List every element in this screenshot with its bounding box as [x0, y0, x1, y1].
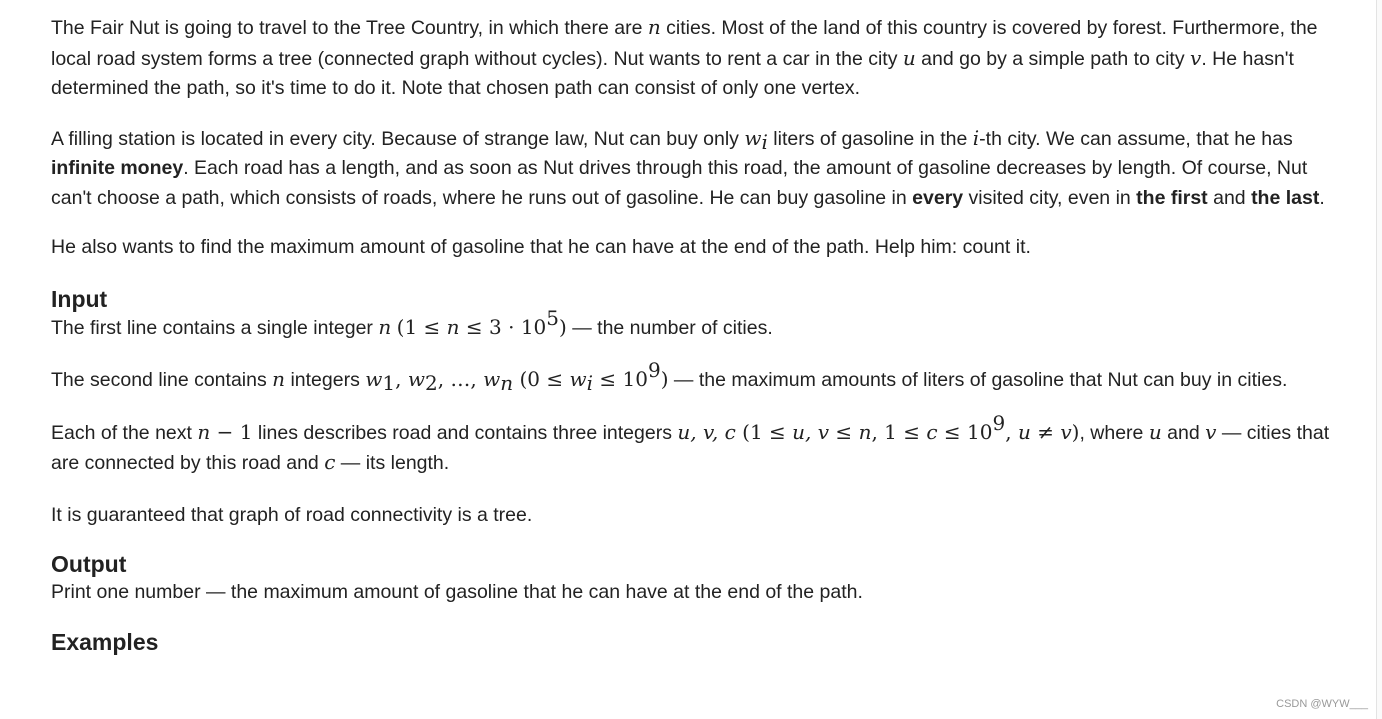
text: lines describes road and contains three integers	[252, 421, 678, 444]
text: A filling station is located in every city. Because of strange law, Nut can buy only	[51, 127, 745, 150]
problem-statement	[51, 0, 1351, 656]
bold-text: the last	[1251, 186, 1320, 209]
math-var: n	[446, 314, 460, 339]
text: and	[1161, 421, 1206, 444]
math: ≤ 10	[593, 367, 648, 391]
math-exponent: 9	[992, 410, 1006, 435]
math: )	[660, 367, 669, 391]
math-var: c	[926, 419, 938, 444]
math: ≤	[829, 419, 859, 444]
math-var: n	[647, 15, 661, 39]
math: ≤ 10	[937, 419, 993, 444]
math-subscript: 2	[424, 371, 438, 395]
math-var: n	[858, 419, 872, 444]
math: ≠	[1030, 419, 1061, 444]
text: Each of the next	[51, 421, 198, 444]
legend-paragraph-1	[51, 13, 1351, 104]
math-var: w	[569, 367, 587, 391]
math-var: u	[1017, 419, 1031, 444]
math-var: c	[324, 450, 336, 474]
input-line-2	[51, 358, 1351, 396]
math: (1 ≤	[396, 314, 447, 339]
math-var: v	[1190, 45, 1202, 70]
math-var: n	[378, 314, 392, 339]
text: and	[1207, 186, 1252, 209]
math: (0 ≤	[513, 367, 570, 391]
math: , …,	[437, 367, 484, 391]
text: . He hasn't determined the path, so it's time to do it. Note that chosen path can consist of only one vertex.	[51, 47, 1294, 99]
math-var: u	[902, 45, 916, 70]
text: . Each road has a length, and as soon as Nut drives through this road, the amount of gasoline decreases by length. Of course, Nut can't choose a path, which consists of roads, where he runs out of gasoline. He can buy gasoline in	[51, 157, 1308, 209]
text: -th city. We can assume, that he has	[979, 127, 1293, 150]
text: liters of gasoline in the	[767, 127, 973, 150]
text: and go by a simple path to city	[915, 47, 1191, 70]
math: ,	[395, 367, 408, 391]
math-var: w	[365, 367, 383, 391]
math-var: w	[407, 367, 425, 391]
watermark: CSDN @WYW___	[1276, 698, 1368, 710]
bold-text: infinite money	[51, 157, 184, 179]
math: )	[1071, 419, 1080, 444]
examples-section-title: Examples	[51, 628, 159, 655]
math: ≤ 3 · 10	[459, 314, 547, 339]
math-exponent: 5	[546, 305, 559, 330]
math: ,	[1005, 419, 1018, 444]
math-var: u, v, c	[677, 419, 736, 444]
math-var: v	[1205, 419, 1217, 444]
text: — the number of cities.	[566, 316, 773, 339]
output-section-title: Output	[51, 551, 127, 577]
text: The Fair Nut is going to travel to the Tree Country, in which there are	[51, 17, 648, 39]
math: , 1 ≤	[871, 419, 927, 444]
math-var: u	[1148, 419, 1162, 444]
math: )	[559, 314, 567, 339]
text: — cities that are connected by this road and	[51, 421, 1330, 474]
input-section-title: Input	[51, 285, 108, 312]
legend-paragraph-3: He also wants to find the maximum amount of gasoline that he can have at the end of the path. Help him: count it.	[51, 236, 1031, 258]
text: — the maximum amounts of liters of gasoline that Nut can buy in cities.	[668, 369, 1288, 391]
text: The first line contains a single integer	[51, 316, 379, 339]
math-var: w	[744, 125, 762, 150]
bold-text: the first	[1136, 186, 1208, 209]
input-line-4: It is guaranteed that graph of road connectivity is a tree.	[51, 503, 533, 526]
math-var: w	[483, 367, 501, 391]
input-line-3	[51, 410, 1351, 479]
math-var: i	[972, 125, 980, 150]
math-var: u, v	[792, 419, 830, 444]
output-text: Print one number — the maximum amount of gasoline that he can have at the end of the path.	[51, 581, 863, 603]
math-var: v	[1060, 419, 1072, 444]
text: visited city, even in	[963, 186, 1137, 209]
math-subscript: 1	[382, 371, 396, 395]
text: The second line contains	[51, 369, 273, 391]
math-subscript: i	[761, 129, 768, 154]
text: , where	[1079, 421, 1149, 444]
math-subscript: n	[500, 371, 514, 395]
math-subscript: i	[586, 371, 594, 395]
text: .	[1319, 186, 1325, 209]
text: — its length.	[335, 452, 450, 474]
text: cities. Most of the land of this country is covered by forest. Furthermore, the local road system forms a tree (connected graph without cycles). Nut wants to rent a car in the city	[51, 17, 1318, 70]
right-edge-panel	[1376, 0, 1382, 719]
math: − 1	[210, 419, 253, 444]
math: (1 ≤	[735, 419, 793, 444]
bold-text: every	[912, 186, 964, 209]
text: integers	[285, 369, 366, 391]
math-var: n	[272, 367, 286, 391]
math-var: n	[197, 419, 211, 444]
math-exponent: 9	[647, 358, 661, 382]
legend-paragraph-2	[51, 124, 1351, 214]
input-line-1	[51, 305, 1351, 344]
